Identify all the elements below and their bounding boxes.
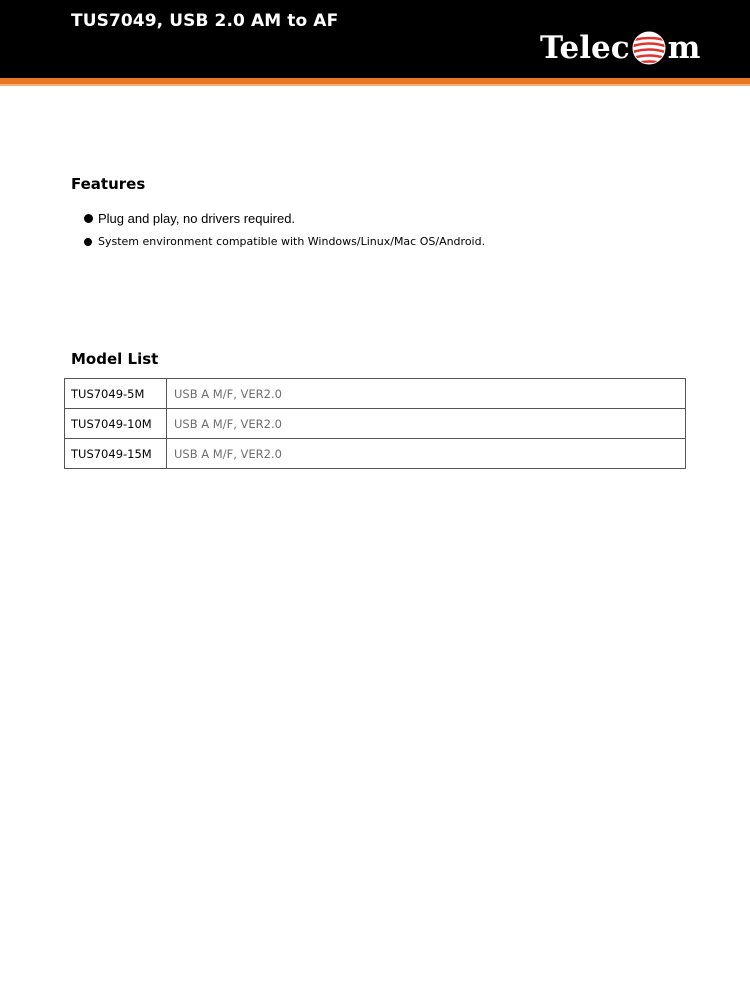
table-row <box>65 409 686 439</box>
logo-text-end: m <box>667 30 701 66</box>
document-title: TUS7049, USB 2.0 AM to AF <box>71 11 339 31</box>
features-list <box>84 207 485 253</box>
bullet-icon <box>84 214 93 223</box>
telecom-logo <box>540 26 700 70</box>
feature-item <box>84 207 485 230</box>
logo-text-start: Telec <box>540 30 630 66</box>
striped-globe-icon <box>632 31 666 65</box>
bullet-icon <box>84 238 92 246</box>
table-row <box>65 379 686 409</box>
features-heading: Features <box>71 175 146 193</box>
table-row <box>65 439 686 469</box>
description-cell: USB A M/F, VER2.0 <box>167 439 686 469</box>
description-cell: USB A M/F, VER2.0 <box>167 409 686 439</box>
accent-bar <box>0 78 750 84</box>
feature-text: System environment compatible with Windows/Linux/Mac OS/Android. <box>98 235 486 248</box>
description-cell: USB A M/F, VER2.0 <box>167 379 686 409</box>
model-list-heading: Model List <box>71 350 159 368</box>
model-cell: TUS7049-10M <box>65 409 167 439</box>
page-header <box>0 0 750 78</box>
feature-text: Plug and play, no drivers required. <box>98 211 296 226</box>
model-cell: TUS7049-15M <box>65 439 167 469</box>
model-table <box>64 378 686 469</box>
model-cell: TUS7049-5M <box>65 379 167 409</box>
feature-item <box>84 230 485 253</box>
